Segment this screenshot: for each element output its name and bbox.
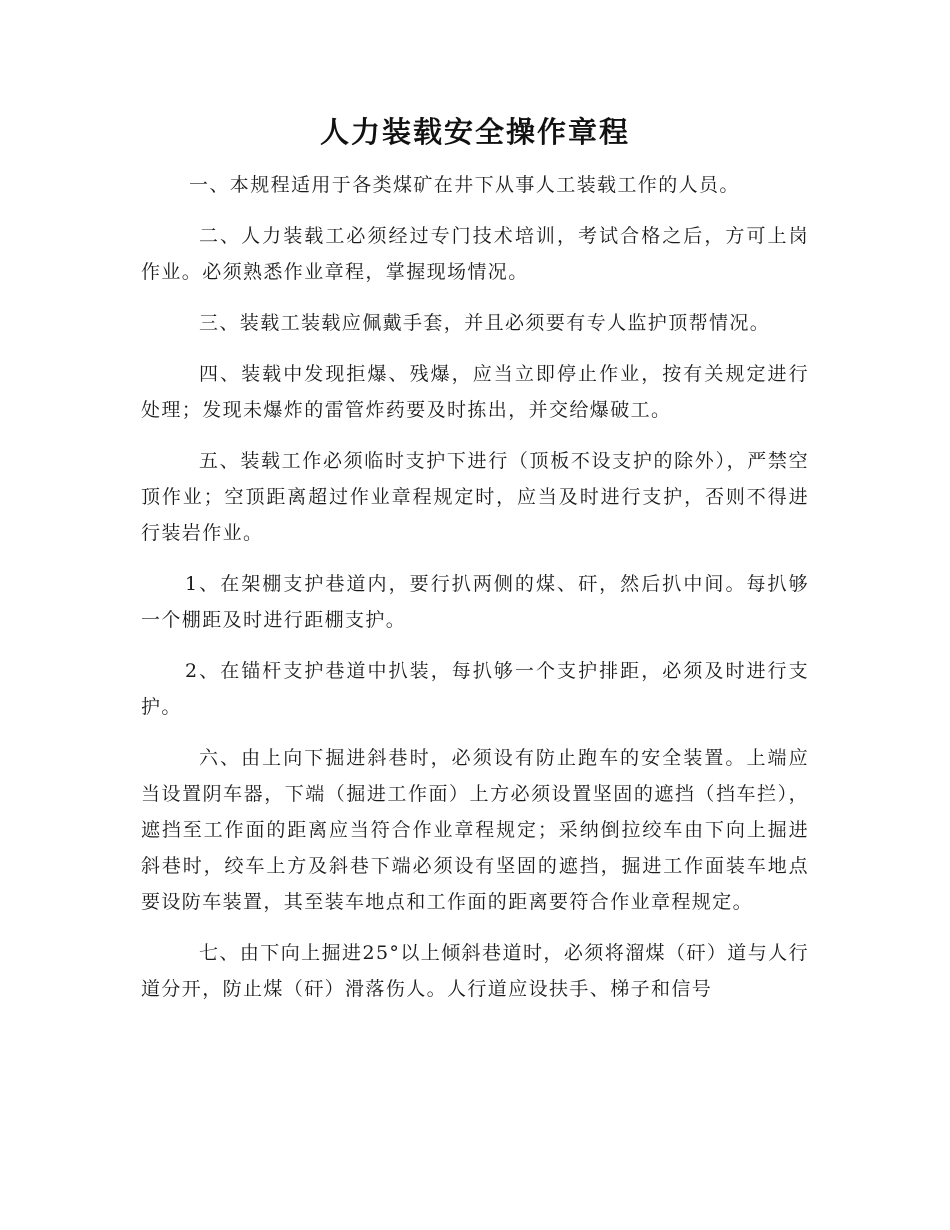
paragraph-1: 一、本规程适用于各类煤矿在井下从事人工装载工作的人员。: [189, 174, 740, 196]
paragraph-9: 七、由下向上掘进25°以上倾斜巷道时，必须将溜煤（矸）道与人行道分开，防止煤（矸）滑落伤人。人行道应设扶手、梯子和信号: [141, 942, 809, 1000]
paragraph-5: 五、装载工作必须临时支护下进行（顶板不设支护的除外），严禁空顶作业；空顶距离超过作业章程规定时，应当及时进行支护，否则不得进行装岩作业。: [141, 450, 809, 544]
paragraph-7: 2、在锚杆支护巷道中扒装，每扒够一个支护排距，必须及时进行支护。: [141, 660, 809, 718]
paragraph-6: 1、在架棚支护巷道内，要行扒两侧的煤、矸，然后扒中间。每扒够一个棚距及时进行距棚支护。: [141, 573, 809, 631]
paragraph-3: 三、装载工装载应佩戴手套，并且必须要有专人监护顶帮情况。: [199, 312, 771, 334]
paragraph-8: 六、由上向下掘进斜巷时，必须设有防止跑车的安全装置。上端应当设置阴车器，下端（掘进工作面）上方必须设置坚固的遮挡（挡车拦），遮挡至工作面的距离应当符合作业章程规定；采纳倒拉绞车由下向上掘进斜巷时，绞车上方及斜巷下端必须设有坚固的遮挡，掘进工作面装车地点要设防车装置，其至装车地点和工作面的距离要符合作业章程规定。: [141, 747, 809, 913]
document-body: [141, 167, 809, 1020]
paragraph-4: 四、装载中发现拒爆、残爆，应当立即停止作业，按有关规定进行处理；发现未爆炸的雷管炸药要及时拣出，并交给爆破工。: [141, 363, 809, 421]
document-title: 人力装载安全操作章程: [319, 115, 630, 149]
paragraph-2: 二、人力装载工必须经过专门技术培训，考试合格之后，方可上岗作业。必须熟悉作业章程，掌握现场情况。: [141, 225, 809, 283]
